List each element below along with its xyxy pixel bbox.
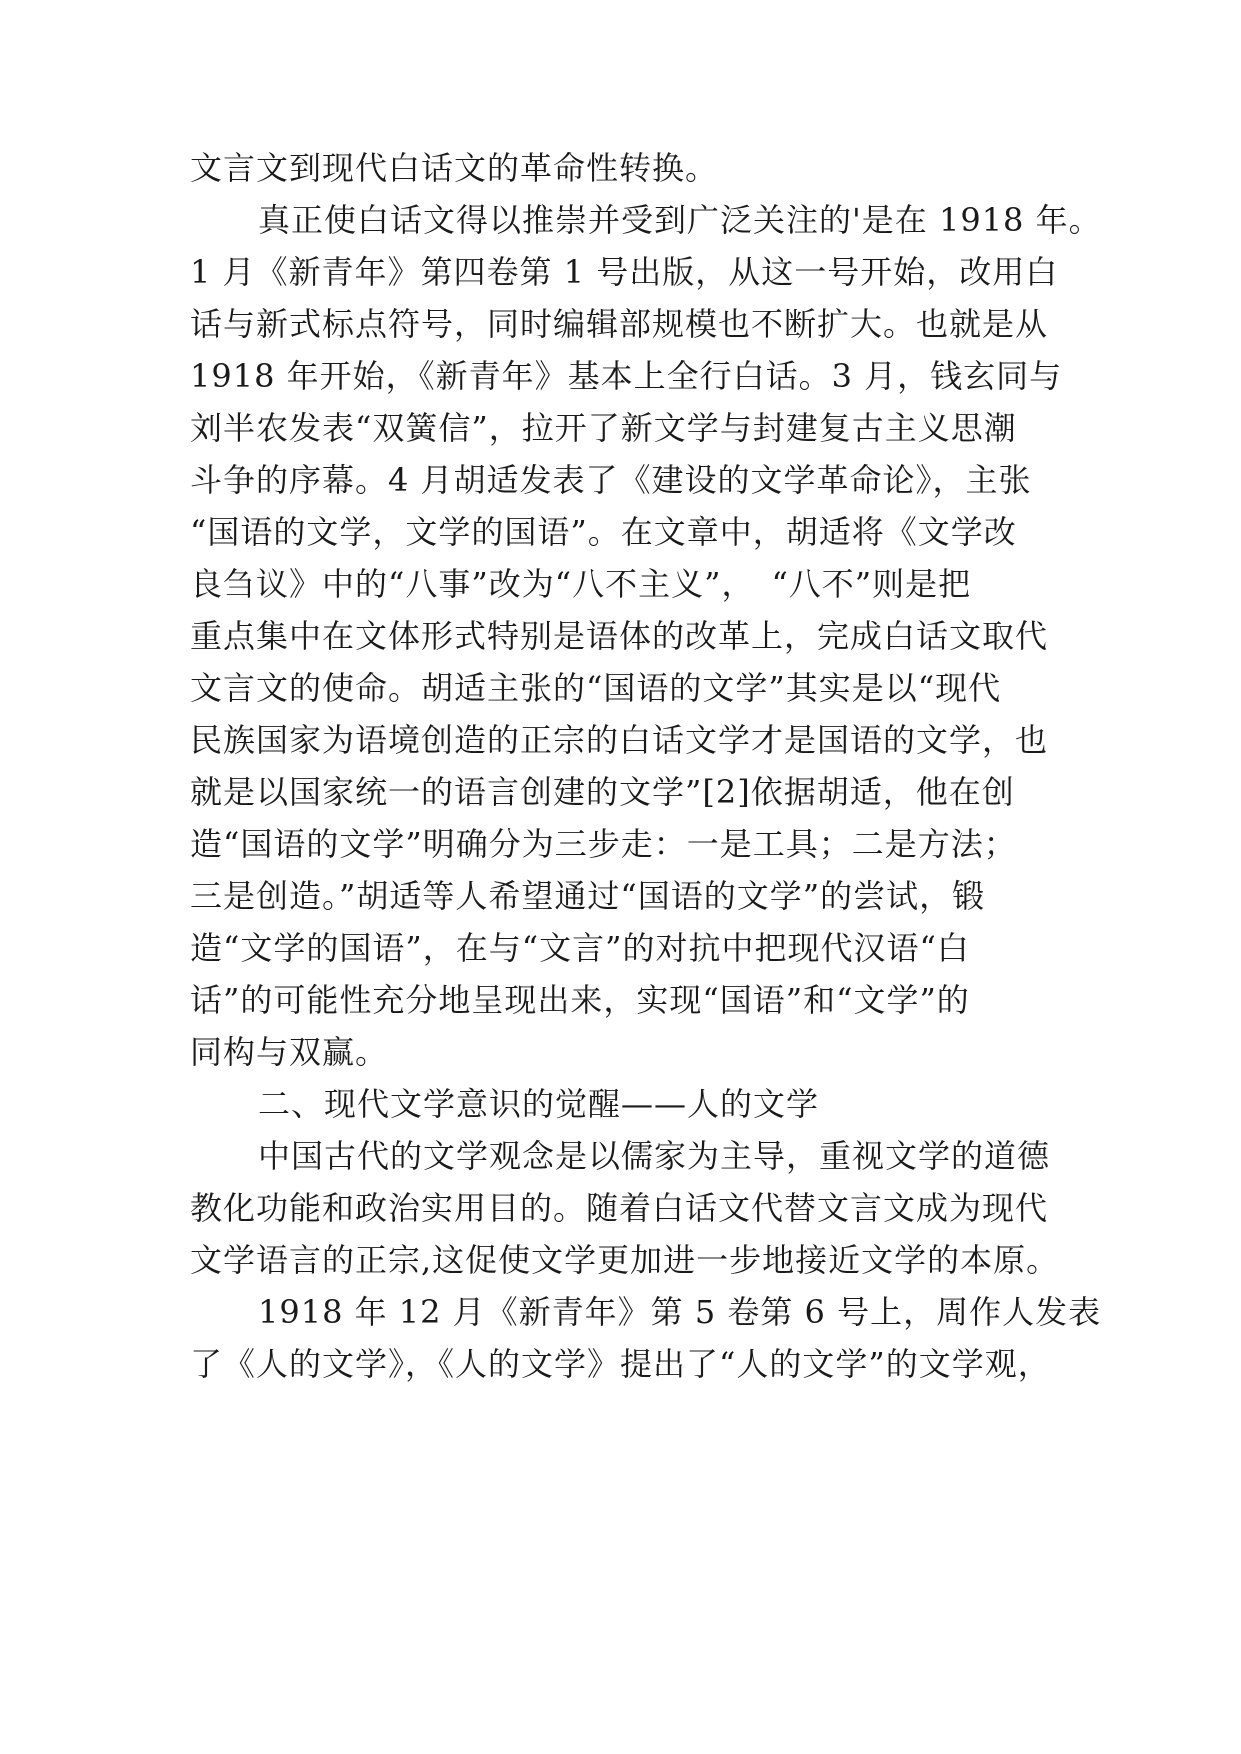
text-line: 1918 年开始，《新青年》基本上全行白话。3 月，钱玄同与 [190,357,1063,395]
text-line: 真正使白话文得以推崇并受到广泛关注的'是在 1918 年。 [258,201,1102,239]
text-line: 斗争的序幕。4 月胡适发表了《建设的文学革命论》，主张 [190,461,1032,499]
text-line: 造“文学的国语”，在与“文言”的对抗中把现代汉语“白 [190,929,970,967]
text-line: 良刍议》中的“八事”改为“八不主义”， “八不”则是把 [190,565,972,603]
text-line: 1 月《新青年》第四卷第 1 号出版，从这一号开始，改用白 [190,253,1059,291]
text-line: “国语的文学，文学的国语”。在文章中，胡适将《文学改 [190,513,1017,551]
text-line: 了《人的文学》，《人的文学》提出了“人的文学”的文学观， [190,1345,1051,1383]
text-line: 重点集中在文体形式特别是语体的改革上，完成白话文取代 [190,617,1049,655]
text-line: 就是以国家统一的语言创建的文学”[2]依据胡适，他在创 [190,773,1015,811]
text-line: 民族国家为语境创造的正宗的白话文学才是国语的文学，也 [190,721,1049,759]
text-line: 中国古代的文学观念是以儒家为主导，重视文学的道德 [258,1137,1051,1175]
text-line: 三是创造。”胡适等人希望通过“国语的文学”的尝试，锻 [190,877,986,915]
text-line: 话”的可能性充分地呈现出来，实现“国语”和“文学”的 [190,981,970,1019]
section-heading: 二、现代文学意识的觉醒——人的文学 [258,1085,820,1123]
text-line: 1918 年 12 月《新青年》第 5 卷第 6 号上，周作人发表 [258,1293,1102,1331]
text-line: 话与新式标点符号，同时编辑部规模也不断扩大。也就是从 [190,305,1049,343]
text-line: 文学语言的正宗,这促使文学更加进一步地接近文学的本原。 [190,1241,1060,1279]
text-line: 文言文到现代白话文的革命性转换。 [190,149,719,187]
text-line: 同构与双赢。 [190,1033,389,1071]
text-line: 造“国语的文学”明确分为三步走：一是工具；二是方法； [190,825,1017,863]
text-line: 教化功能和政治实用目的。随着白话文代替文言文成为现代 [190,1189,1049,1227]
text-line: 刘半农发表“双簧信”，拉开了新文学与封建复古主义思潮 [190,409,1017,447]
text-line: 文言文的使命。胡适主张的“国语的文学”其实是以“现代 [190,669,1002,707]
